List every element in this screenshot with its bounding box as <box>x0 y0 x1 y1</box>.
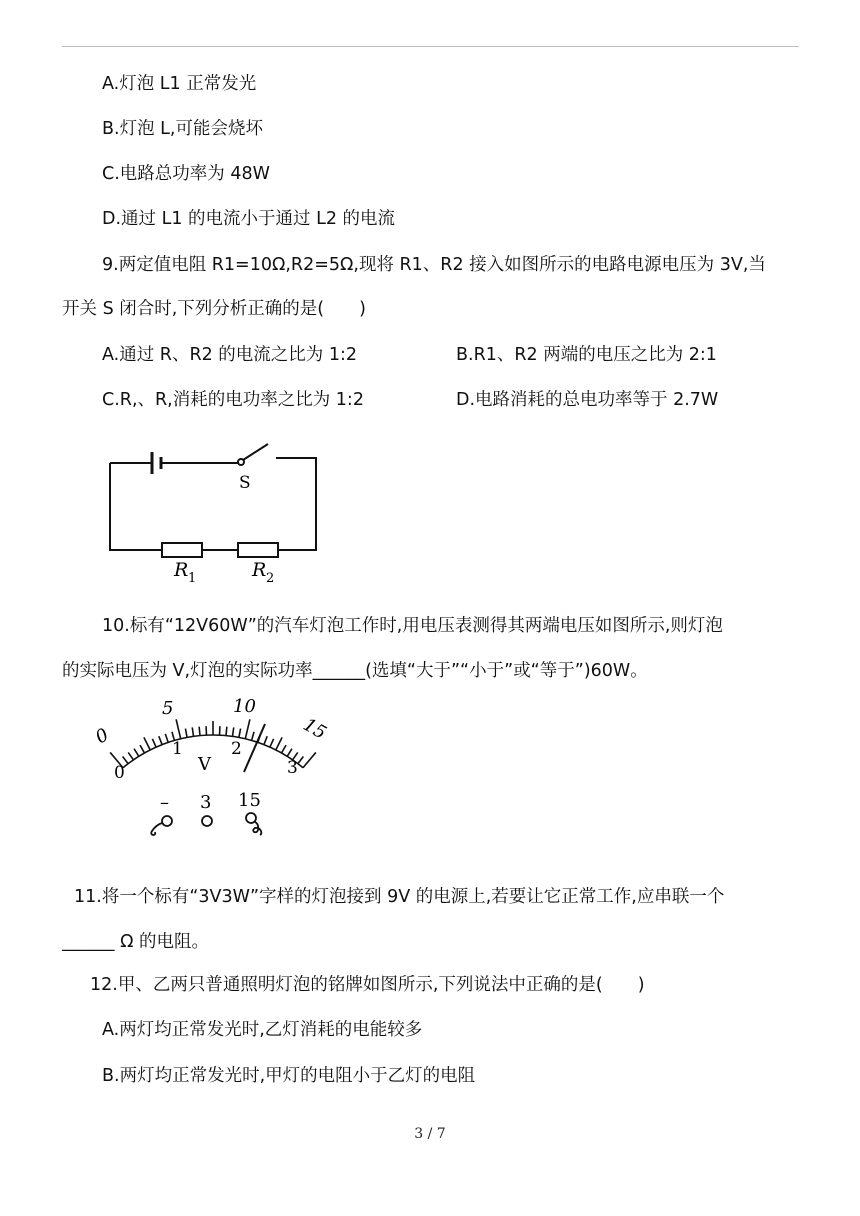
scale-tick <box>165 734 168 743</box>
q12-option-a: A.两灯均正常发光时,乙灯消耗的电能较多 <box>102 1020 423 1040</box>
terminal-negative <box>162 816 172 826</box>
scale-tick <box>199 727 200 736</box>
terminal-negative-wire <box>151 823 162 835</box>
bottom-scale-label-2: 2 <box>231 739 242 759</box>
voltmeter-scale-arc <box>110 719 316 767</box>
scale-tick <box>152 739 156 747</box>
scale-tick <box>252 732 254 741</box>
q8-option-d: D.通过 L1 的电流小于通过 L2 的电流 <box>102 209 396 229</box>
q9-option-c: C.R,、R,消耗的电功率之比为 1:2 <box>102 390 364 410</box>
top-scale-label-0: 0 <box>92 724 113 749</box>
scale-arc-line <box>123 735 303 768</box>
header-rule <box>62 46 799 47</box>
bottom-scale-label-0: 0 <box>114 763 125 783</box>
scale-tick <box>270 739 274 747</box>
circuit-wire-right <box>276 458 316 550</box>
circuit-wire-left <box>110 463 162 550</box>
q9-stem-line1: 9.两定值电阻 R1=10Ω,R2=5Ω,现将 R1、R2 接入如图所示的电路电源电压为 3V,当 <box>102 255 766 275</box>
scale-tick <box>185 729 187 738</box>
q8-option-c: C.电路总功率为 48W <box>102 164 270 184</box>
q12-option-b: B.两灯均正常发光时,甲灯的电阻小于乙灯的电阻 <box>102 1066 476 1086</box>
terminal-3 <box>202 816 212 826</box>
q10-stem-line2: 的实际电压为 V,灯泡的实际功率______(选填“大于”“小于”或“等于”)60W。 <box>62 661 648 681</box>
top-scale-label-10: 10 <box>233 696 256 717</box>
r2-subscript: 2 <box>266 571 275 586</box>
scale-tick <box>128 752 133 759</box>
terminal-15 <box>246 813 256 823</box>
q9-option-d: D.电路消耗的总电功率等于 2.7W <box>456 390 719 410</box>
terminal-15-wire <box>253 822 261 835</box>
scale-tick <box>176 719 181 738</box>
switch-label: S <box>239 473 251 493</box>
q10-stem-line1: 10.标有“12V60W”的汽车灯泡工作时,用电压表测得其两端电压如图所示,则灯泡 <box>102 616 723 636</box>
scale-tick <box>134 749 139 757</box>
bottom-scale-label-3: 3 <box>287 758 298 778</box>
q12-stem: 12.甲、乙两只普通照明灯泡的铭牌如图所示,下列说法中正确的是( ) <box>90 975 645 995</box>
q11-stem-line1: 11.将一个标有“3V3W”字样的灯泡接到 9V 的电源上,若要让它正常工作,应串联一个 <box>74 887 725 907</box>
scale-tick <box>192 727 193 736</box>
r2-label: R <box>252 559 267 581</box>
q9-stem-line2: 开关 S 闭合时,下列分析正确的是( ) <box>62 299 366 319</box>
r1-subscript: 1 <box>188 571 197 586</box>
scale-tick <box>159 736 162 744</box>
scale-tick <box>287 749 292 757</box>
switch-lever <box>243 444 268 460</box>
q9-option-b: B.R1、R2 两端的电压之比为 2:1 <box>456 345 717 365</box>
scale-tick <box>144 737 150 750</box>
terminal-negative-label: – <box>160 792 169 813</box>
scale-tick <box>226 727 227 736</box>
bottom-scale-label-1: 1 <box>172 739 183 759</box>
scale-tick <box>140 745 144 753</box>
q8-option-b: B.灯泡 L,可能会烧坏 <box>102 119 263 139</box>
scale-tick <box>264 736 267 744</box>
scale-tick <box>245 719 250 738</box>
page-number: 3 / 7 <box>414 1126 446 1142</box>
q11-stem-line2: ______ Ω 的电阻。 <box>62 932 209 952</box>
scale-tick <box>298 757 303 764</box>
voltmeter-dial <box>88 690 338 840</box>
r1-label: R <box>174 559 189 581</box>
scale-tick <box>232 727 233 736</box>
terminal-15-label: 15 <box>238 790 261 811</box>
series-circuit-diagram <box>100 438 330 588</box>
q9-option-a: A.通过 R、R2 的电流之比为 1:2 <box>102 345 358 365</box>
scale-tick <box>239 729 241 738</box>
resistor-r1 <box>162 543 202 557</box>
top-scale-label-5: 5 <box>162 698 174 719</box>
top-scale-label-15: 15 <box>299 714 330 744</box>
resistor-r2 <box>238 543 278 557</box>
scale-tick <box>276 737 282 750</box>
scale-tick <box>282 745 286 753</box>
terminal-3-label: 3 <box>200 792 212 813</box>
q8-option-a: A.灯泡 L1 正常发光 <box>102 74 257 94</box>
voltmeter-unit: V <box>198 754 211 775</box>
scale-tick <box>303 752 316 767</box>
